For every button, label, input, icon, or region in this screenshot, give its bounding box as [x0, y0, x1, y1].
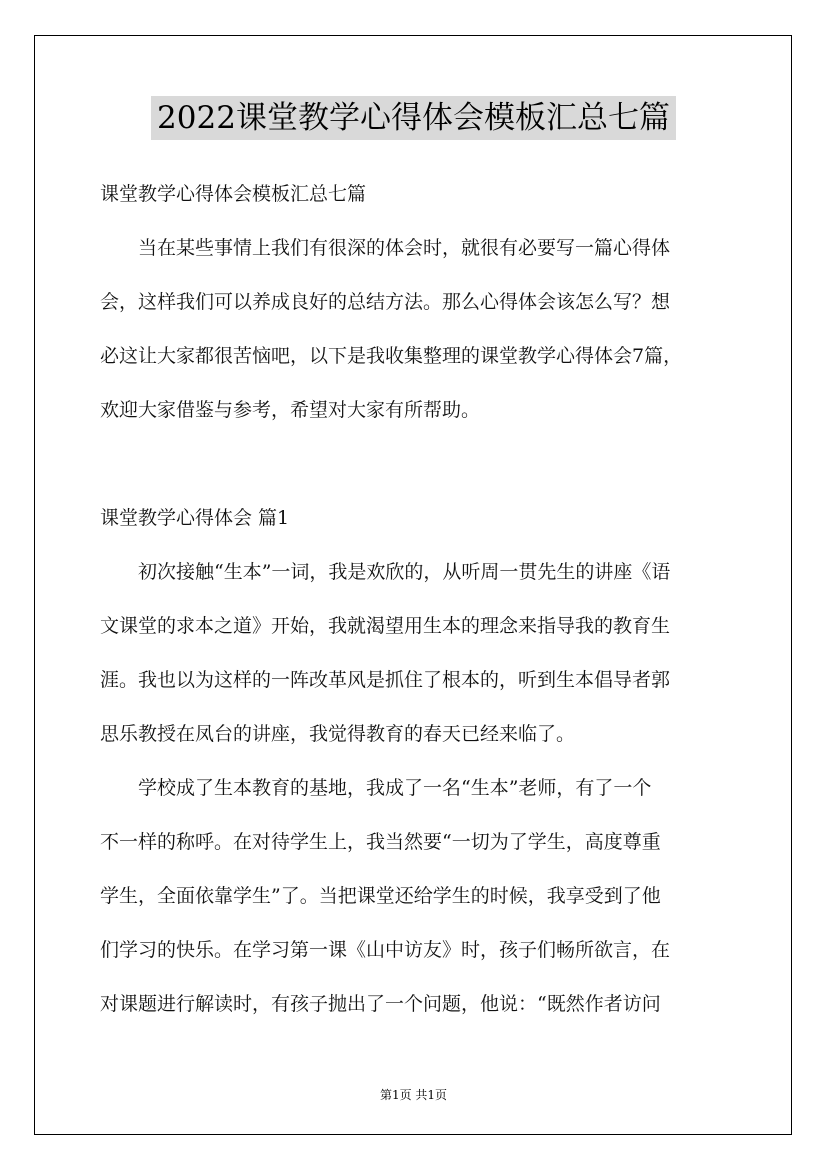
para2-line-1: 学校成了生本教育的基地，我成了一名“生本”老师，有了一个 [138, 777, 652, 799]
para1-line-4: 思乐教授在凤台的讲座，我觉得教育的春天已经来临了。 [100, 723, 576, 745]
intro-line-1: 当在某些事情上我们有很深的体会时，就很有必要写一篇心得体 [138, 237, 671, 259]
para1-line-2: 文课堂的求本之道》开始，我就渴望用生本的理念来指导我的教育生 [100, 615, 671, 637]
intro-line-3: 必这让大家都很苦恼吧，以下是我收集整理的课堂教学心得体会7篇， [100, 345, 683, 367]
para1-line-3: 涯。我也以为这样的一阵改革风是抓住了根本的，听到生本倡导者郭 [100, 669, 671, 691]
para2-line-4: 们学习的快乐。在学习第一课《山中访友》时，孩子们畅所欲言，在 [100, 939, 671, 961]
intro-line-2: 会，这样我们可以养成良好的总结方法。那么心得体会该怎么写？想 [100, 291, 671, 313]
document-title: 2022课堂教学心得体会模板汇总七篇 [151, 96, 676, 140]
section-heading: 课堂教学心得体会 篇1 [100, 507, 290, 529]
para2-line-2: 不一样的称呼。在对待学生上，我当然要“一切为了学生，高度尊重 [100, 831, 661, 853]
para2-line-3: 学生，全面依靠学生”了。当把课堂还给学生的时候，我享受到了他 [100, 885, 661, 907]
para2-line-5: 对课题进行解读时，有孩子抛出了一个问题，他说：“既然作者访问 [100, 993, 661, 1015]
para1-line-1: 初次接触“生本”一词，我是欢欣的，从听周一贯先生的讲座《语 [138, 561, 671, 583]
intro-line-4: 欢迎大家借鉴与参考，希望对大家有所帮助。 [100, 399, 481, 421]
page-footer: 第1页 共1页 [379, 1088, 448, 1102]
title-area [0, 96, 827, 140]
document-subtitle: 课堂教学心得体会模板汇总七篇 [100, 183, 367, 205]
